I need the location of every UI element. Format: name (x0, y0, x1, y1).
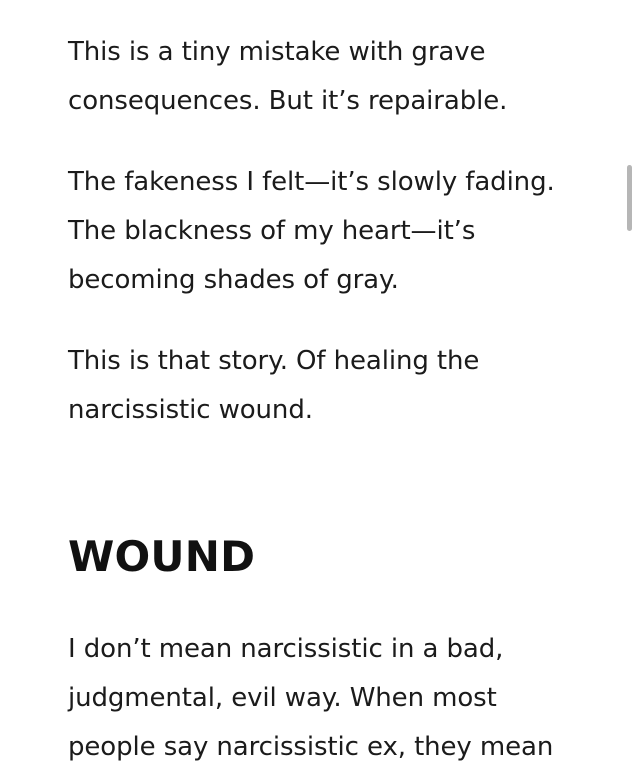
paragraph-2: The fakeness I felt—it’s slowly fading. The blackness of my heart—it’s becoming shades of gray. (68, 167, 555, 295)
scrollbar-thumb[interactable] (627, 165, 632, 231)
paragraph-1: This is a tiny mistake with grave consequences. But it’s repairable. (68, 37, 508, 116)
section-heading-wound: WOUND (68, 532, 256, 581)
paragraph-3: This is that story. Of healing the narcissistic wound. (68, 346, 480, 425)
paragraph-4: I don’t mean narcissistic in a bad, judgmental, evil way. When most people say narcissistic ex, they mean (68, 634, 554, 762)
page-bottom-fade (0, 772, 640, 782)
vertical-scrollbar[interactable] (630, 0, 636, 782)
